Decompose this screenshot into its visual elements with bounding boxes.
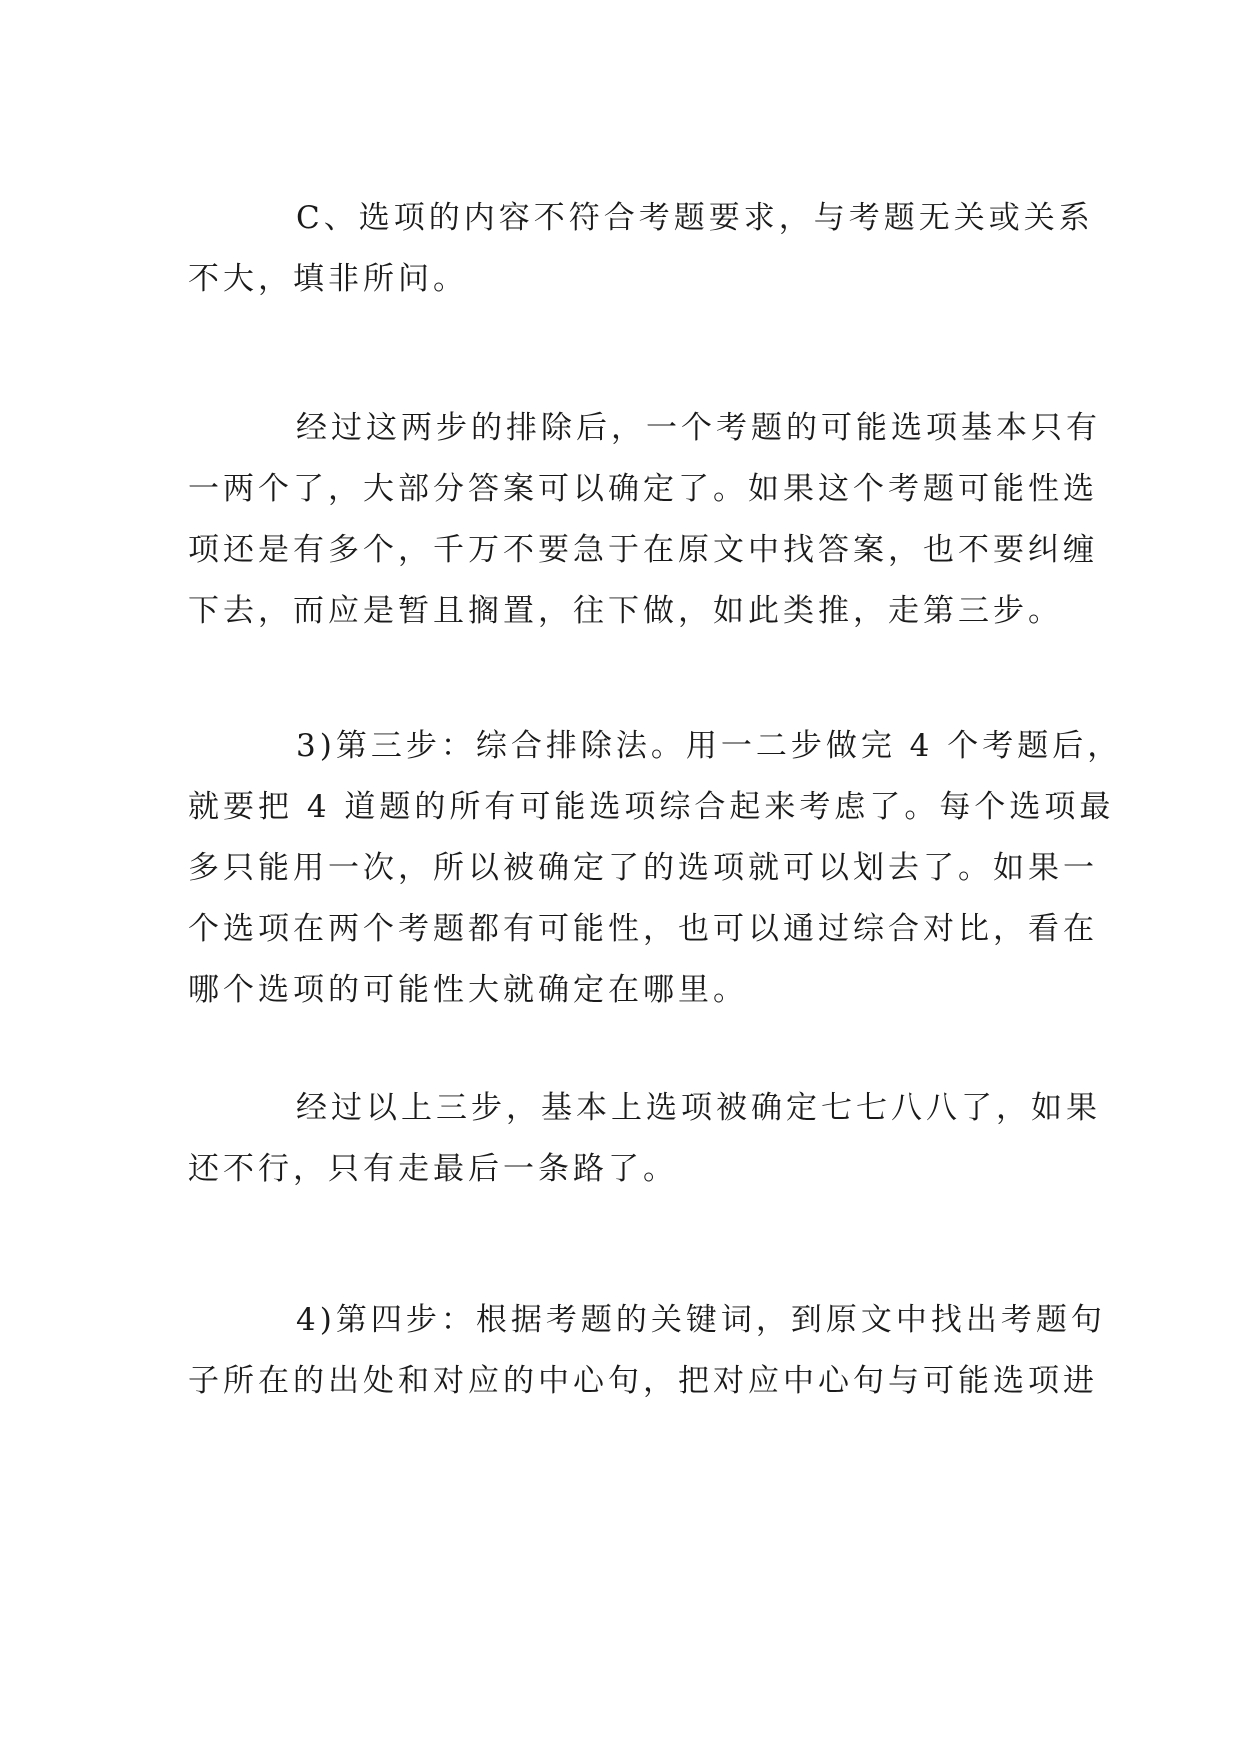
paragraph-line: 项还是有多个，千万不要急于在原文中找答案，也不要纠缠 [188, 532, 1098, 568]
paragraph-line: 一两个了，大部分答案可以确定了。如果这个考题可能性选 [188, 471, 1098, 507]
paragraph-option-c [188, 188, 1094, 310]
paragraph-after-three-steps [188, 1078, 1101, 1200]
paragraph-line: 4)第四步：根据考题的关键词，到原文中找出考题句 [296, 1302, 1106, 1338]
paragraph-line: 还不行，只有走最后一条路了。 [188, 1151, 678, 1187]
paragraph-line: 经过这两步的排除后，一个考题的可能选项基本只有 [296, 410, 1101, 446]
paragraph-line: 3)第三步：综合排除法。用一二步做完 4 个考题后， [296, 728, 1123, 764]
paragraph-line: 多只能用一次，所以被确定了的选项就可以划去了。如果一 [188, 850, 1098, 886]
paragraph-line: 个选项在两个考题都有可能性，也可以通过综合对比，看在 [188, 911, 1098, 947]
paragraph-line: 经过以上三步，基本上选项被确定七七八八了，如果 [296, 1090, 1101, 1126]
paragraph-line: 就要把 4 道题的所有可能选项综合起来考虑了。每个选项最 [188, 789, 1115, 825]
paragraph-line: 哪个选项的可能性大就确定在哪里。 [188, 972, 748, 1008]
paragraph-line: C、选项的内容不符合考题要求，与考题无关或关系 [296, 200, 1094, 236]
paragraph-step-three [188, 716, 1123, 1021]
paragraph-line: 子所在的出处和对应的中心句，把对应中心句与可能选项进 [188, 1363, 1098, 1399]
paragraph-line: 下去，而应是暂且搁置，往下做，如此类推，走第三步。 [188, 593, 1063, 629]
paragraph-step-four [188, 1290, 1106, 1412]
paragraph-after-two-steps [188, 398, 1101, 642]
paragraph-line: 不大，填非所问。 [188, 261, 468, 297]
